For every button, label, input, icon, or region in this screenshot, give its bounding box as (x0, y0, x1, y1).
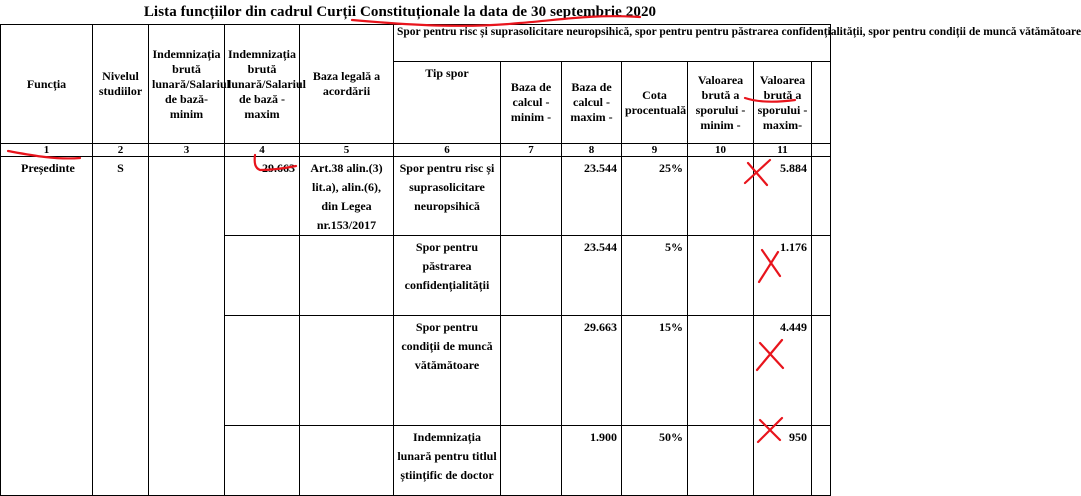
spor-cota: 25% (622, 157, 688, 236)
col-number: 9 (622, 144, 688, 157)
col-number: 1 (1, 144, 93, 157)
header-val-min: Valoarea brută a sporului - minim - (688, 62, 754, 144)
cell-ind-min (149, 157, 225, 496)
header-functia: Funcția (1, 25, 93, 144)
col-number: 10 (688, 144, 754, 157)
spor-baza-max: 23.544 (562, 236, 622, 316)
header-baza-max: Baza de calcul - maxim - (562, 62, 622, 144)
header-nivel: Nivelul studiilor (93, 25, 149, 144)
header-val-max: Valoarea brută a sporului - maxim- (754, 62, 812, 144)
spor-val-max: 1.176 (754, 236, 812, 316)
col-number: 5 (300, 144, 394, 157)
col-number: 11 (754, 144, 812, 157)
col-number: 7 (501, 144, 562, 157)
spor-val-max: 950 (754, 426, 812, 496)
col-number: 2 (93, 144, 149, 157)
spor-tip: Spor pentru risc și suprasolicitare neuropsihică (394, 157, 501, 236)
header-cota: Cota procentuală (622, 62, 688, 144)
document-title: Lista funcțiilor din cadrul Curții Constituționale la data de 30 septembrie 2020 (143, 4, 657, 20)
col-number: 4 (225, 144, 300, 157)
spor-cota: 5% (622, 236, 688, 316)
spor-tip: Spor pentru păstrarea confidențialității (394, 236, 501, 316)
spor-baza-max: 1.900 (562, 426, 622, 496)
spor-cota: 50% (622, 426, 688, 496)
header-ind-min: Indemnizația brută lunară/Salariul de bază-minim (149, 25, 225, 144)
col-number: 3 (149, 144, 225, 157)
col-number: 8 (562, 144, 622, 157)
col-number: 6 (394, 144, 501, 157)
cell-baza-legala: Art.38 alin.(3) lit.a), alin.(6), din Legea nr.153/2017 (300, 157, 394, 236)
functions-table (0, 24, 1081, 496)
header-tip-spor: Tip spor (394, 62, 501, 144)
spor-tip: Spor pentru condiții de muncă vătămătoare (394, 316, 501, 426)
spor-val-max: 4.449 (754, 316, 812, 426)
cell-nivel: S (93, 157, 149, 496)
header-ind-max: Indemnizația brută lunară/Salariul de bază - maxim (225, 25, 300, 144)
cell-functia: Președinte (1, 157, 93, 496)
header-baza-legala: Baza legală a acordării (300, 25, 394, 144)
header-baza-min: Baza de calcul - minim - (501, 62, 562, 144)
spor-val-max: 5.884 (754, 157, 812, 236)
spor-baza-max: 23.544 (562, 157, 622, 236)
header-overflow (812, 62, 831, 144)
spor-val-min (688, 157, 754, 236)
spor-baza-min (501, 157, 562, 236)
spor-tip: Indemnizația lunară pentru titlul științific de doctor (394, 426, 501, 496)
spor-cota: 15% (622, 316, 688, 426)
spor-baza-max: 29.663 (562, 316, 622, 426)
cell-ind-max: 29.663 (225, 157, 300, 236)
header-spor-group: Spor pentru risc și suprasolicitare neuropsihică, spor pentru pentru păstrarea confidențialității, spor pentru condiții de muncă vătămătoare (394, 25, 831, 62)
